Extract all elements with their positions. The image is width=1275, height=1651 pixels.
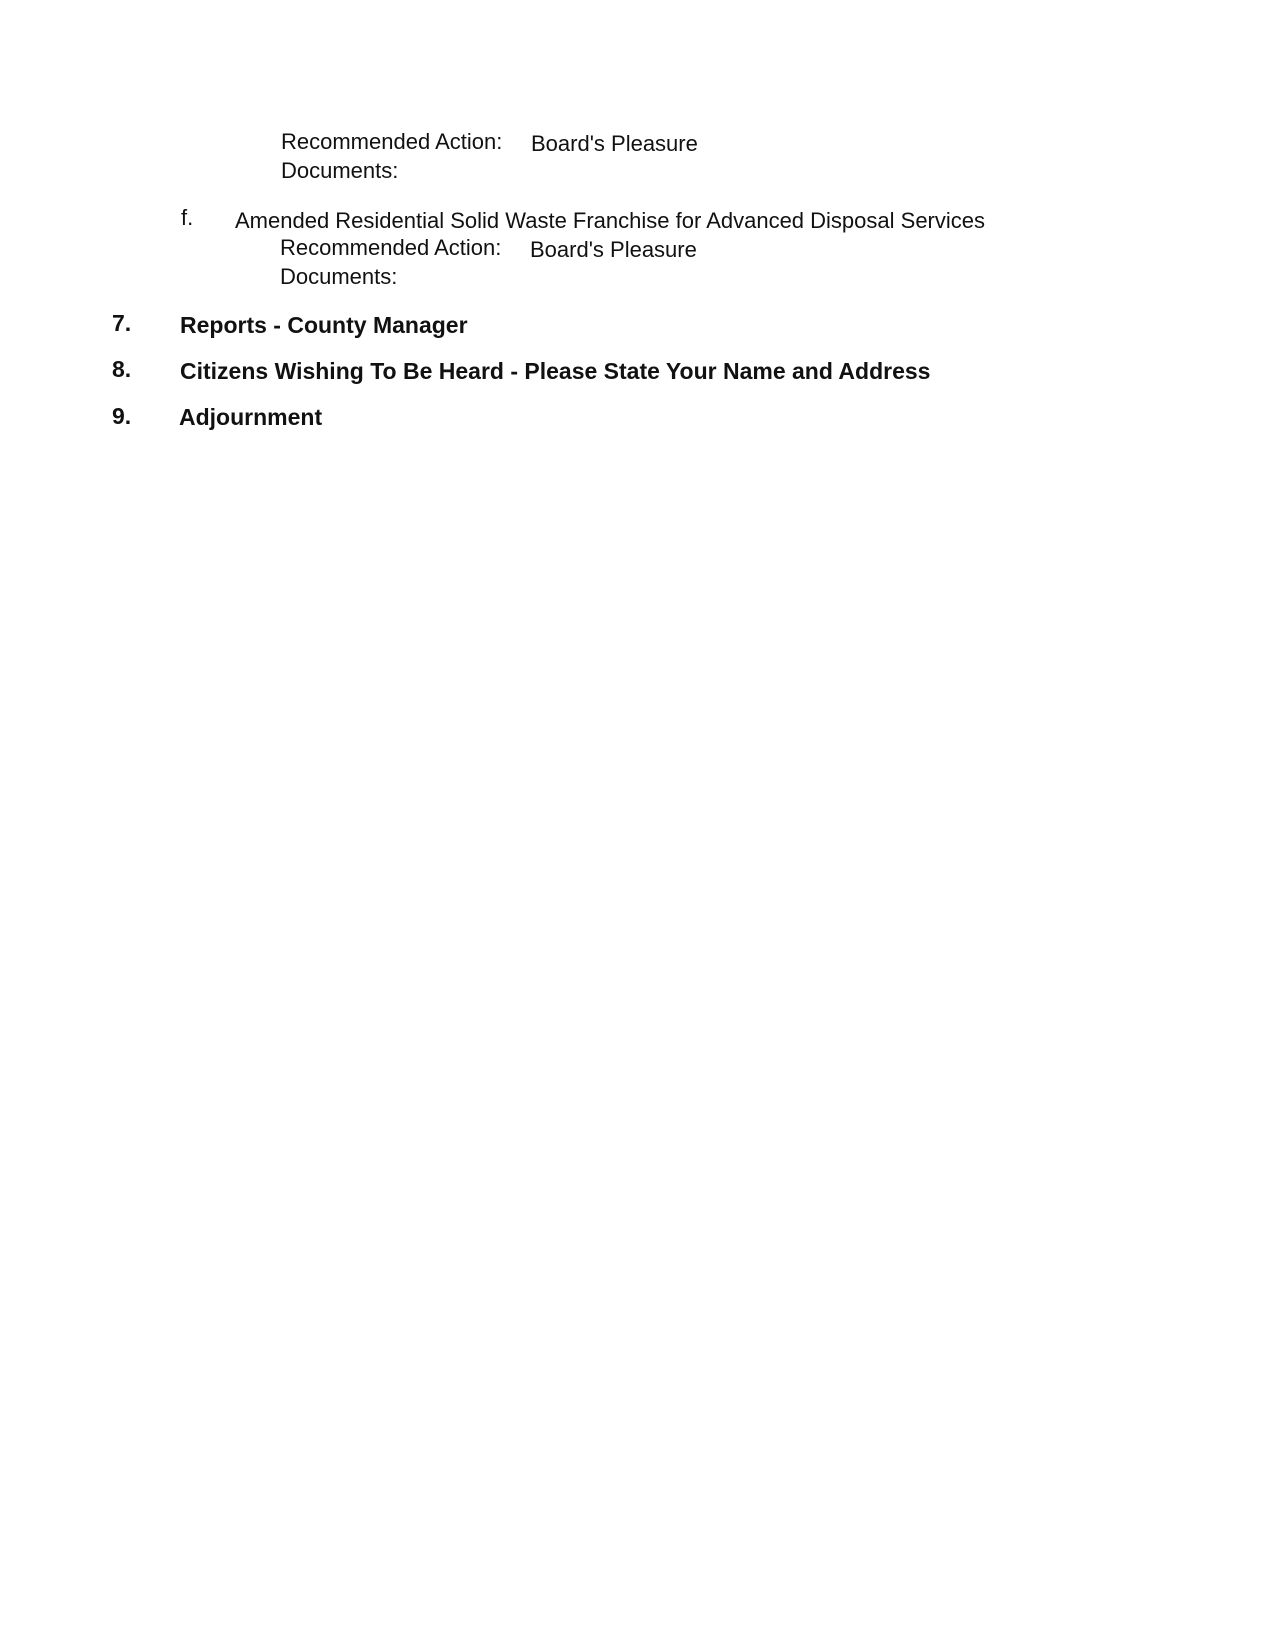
- section-number: 8.: [112, 356, 132, 382]
- section-title: Reports - County Manager: [180, 312, 468, 338]
- recommended-action-label: Recommended Action:: [280, 235, 502, 260]
- recommended-action-value: Board's Pleasure: [531, 131, 698, 156]
- section-number: 7.: [112, 310, 132, 336]
- item-letter: f.: [181, 205, 194, 230]
- section-number: 9.: [112, 403, 132, 429]
- recommended-action-value: Board's Pleasure: [530, 237, 697, 262]
- section-title: Citizens Wishing To Be Heard - Please State Your Name and Address: [180, 358, 931, 384]
- documents-label: Documents:: [281, 158, 399, 183]
- documents-label: Documents:: [280, 264, 398, 289]
- section-title: Adjournment: [179, 404, 323, 430]
- item-title: Amended Residential Solid Waste Franchise for Advanced Disposal Services: [235, 208, 985, 233]
- recommended-action-label: Recommended Action:: [281, 129, 503, 154]
